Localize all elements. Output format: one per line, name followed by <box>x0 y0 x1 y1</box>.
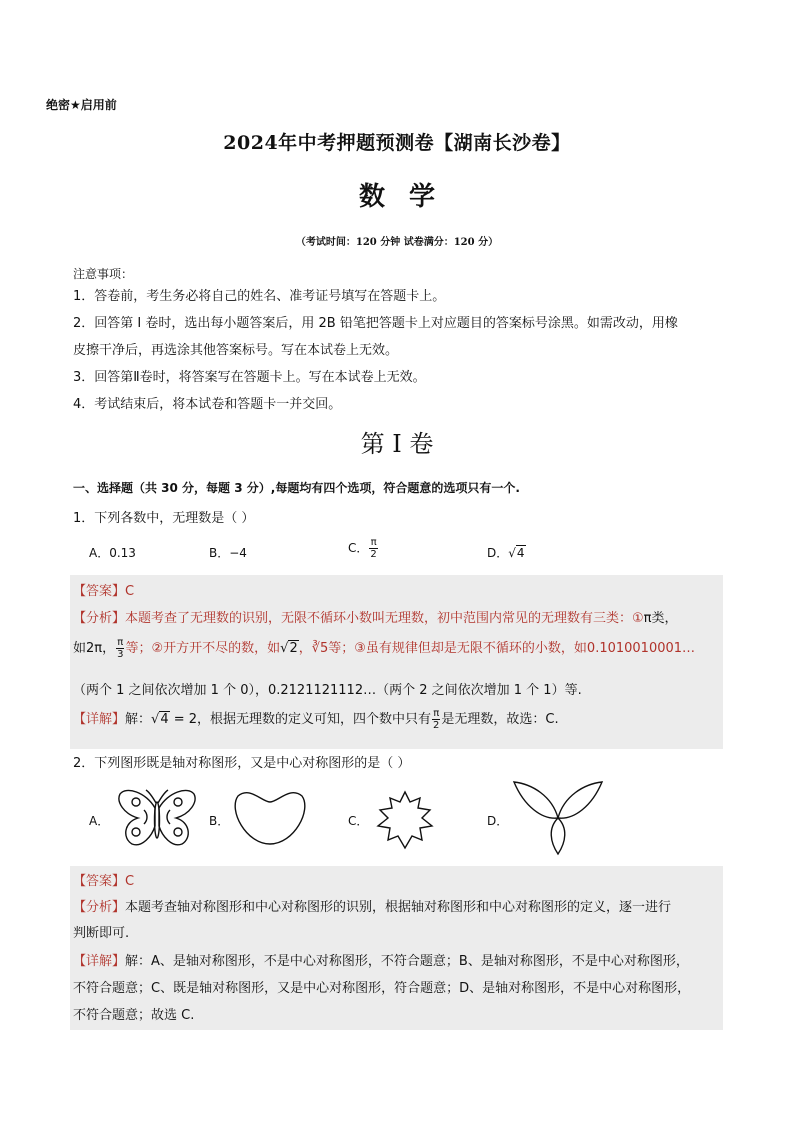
notice-item: 皮擦干净后，再选涂其他答案标号。写在本试卷上无效。 <box>73 343 399 358</box>
section-heading: 一、选择题（共 30 分，每题 3 分）,每题均有四个选项，符合题意的选项只有一个. <box>73 481 520 495</box>
answer-tag: 【答案】 <box>73 584 126 599</box>
q2-answer-line <box>73 870 134 889</box>
detail-tag: 【详解】 <box>73 712 126 727</box>
q1-answer-line <box>73 580 134 599</box>
q2-option-a-label: A． <box>89 814 110 828</box>
q1-analysis-line-3: （两个 1 之间依次增加 1 个 0），0.2121121112…（两个 2 之间依次增加 1 个 1）等. <box>73 683 582 698</box>
q1-detail-line: 【详解】解：√4 = 2，根据无理数的定义可知，四个数中只有 $\frac{\pi}{2}$ 是无理数，故选：C. <box>73 708 559 731</box>
trefoil-figure <box>512 776 604 856</box>
pi-over-2-fraction: $\frac{\pi}{2}$ <box>370 537 377 560</box>
q2-detail-line-2: 不符合题意；C、既是轴对称图形，又是中心对称图形，符合题意；D、是轴对称图形，不是中心对称图形， <box>73 981 691 996</box>
butterfly-figure <box>116 786 198 850</box>
exam-info: （考试时间：120 分钟 试卷满分：120 分） <box>295 237 499 248</box>
question-1-stem: 1．下列各数中，无理数是（ ） <box>73 511 255 526</box>
notice-item: 3．回答第Ⅱ卷时，将答案写在答题卡上。写在本试卷上无效。 <box>73 370 426 385</box>
volume-title: 第 I 卷 <box>360 430 434 458</box>
q1-answer: C <box>125 584 135 599</box>
question-2-stem: 2．下列图形既是轴对称图形，又是中心对称图形的是（ ） <box>73 756 411 771</box>
q1-analysis-line-2: 如2π， $\frac{\pi}{3}$ 等；②开方开不尽的数，如√2，∛5等；③虽有规律但却是无限不循环的小数，如0.1010010001… <box>73 637 696 660</box>
q1-option-c-label: C． <box>348 541 369 555</box>
q2-option-c-label: C． <box>348 814 369 828</box>
exam-title: 2024年中考押题预测卷【湖南长沙卷】 <box>223 132 571 154</box>
q1-analysis-line-1: 【分析】本题考查了无理数的识别，无限不循环小数叫无理数，初中范围内常见的无理数有三类：①π类， <box>73 611 678 626</box>
q2-option-b-label: B． <box>209 814 230 828</box>
notice-heading: 注意事项： <box>73 267 134 281</box>
q2-answer: C <box>125 874 135 889</box>
q1-option-c <box>348 537 379 560</box>
snowflake-figure <box>370 790 440 850</box>
q1-option-d: D．√4 <box>487 546 525 560</box>
q1-answer-box <box>70 575 723 749</box>
q2-analysis-line-2: 判断即可. <box>73 926 130 941</box>
subject-title: 数学 <box>358 182 459 212</box>
pi-over-2-fraction: $\frac{\pi}{2}$ <box>433 708 440 731</box>
q2-analysis-line-1: 【分析】本题考查轴对称图形和中心对称图形的识别，根据轴对称图形和中心对称图形的定义，逐一进行 <box>73 900 672 915</box>
q2-option-d-label: D． <box>487 814 509 828</box>
q1-option-d-label: D． <box>487 546 509 560</box>
detail-tag: 【详解】 <box>73 954 126 969</box>
q2-detail-line-3: 不符合题意；故选 C. <box>73 1008 195 1023</box>
pi-over-3-fraction: $\frac{\pi}{3}$ <box>117 637 124 660</box>
q1-option-b: B．−4 <box>209 546 247 560</box>
q2-detail-line-1: 【详解】解：A、是轴对称图形，不是中心对称图形，不符合题意；B、是轴对称图形，不是中心对称图形， <box>73 954 689 969</box>
analysis-tag: 【分析】 <box>73 900 126 915</box>
notice-item: 4．考试结束后，将本试卷和答题卡一并交回。 <box>73 397 342 412</box>
heart-shape-figure <box>232 788 308 848</box>
confidential-mark: 绝密★启用前 <box>46 98 117 112</box>
q2-answer-box <box>70 866 723 1030</box>
sqrt-4: 4 <box>516 546 525 560</box>
notice-item: 2．回答第 I 卷时，选出每小题答案后，用 2B 铅笔把答题卡上对应题目的答案标号涂黑。如需改动，用橡 <box>73 316 678 331</box>
answer-tag: 【答案】 <box>73 874 126 889</box>
notice-item: 1．答卷前，考生务必将自己的姓名、准考证号填写在答题卡上。 <box>73 289 446 304</box>
analysis-tag: 【分析】 <box>73 611 126 626</box>
q1-option-a: A．0.13 <box>89 546 136 560</box>
